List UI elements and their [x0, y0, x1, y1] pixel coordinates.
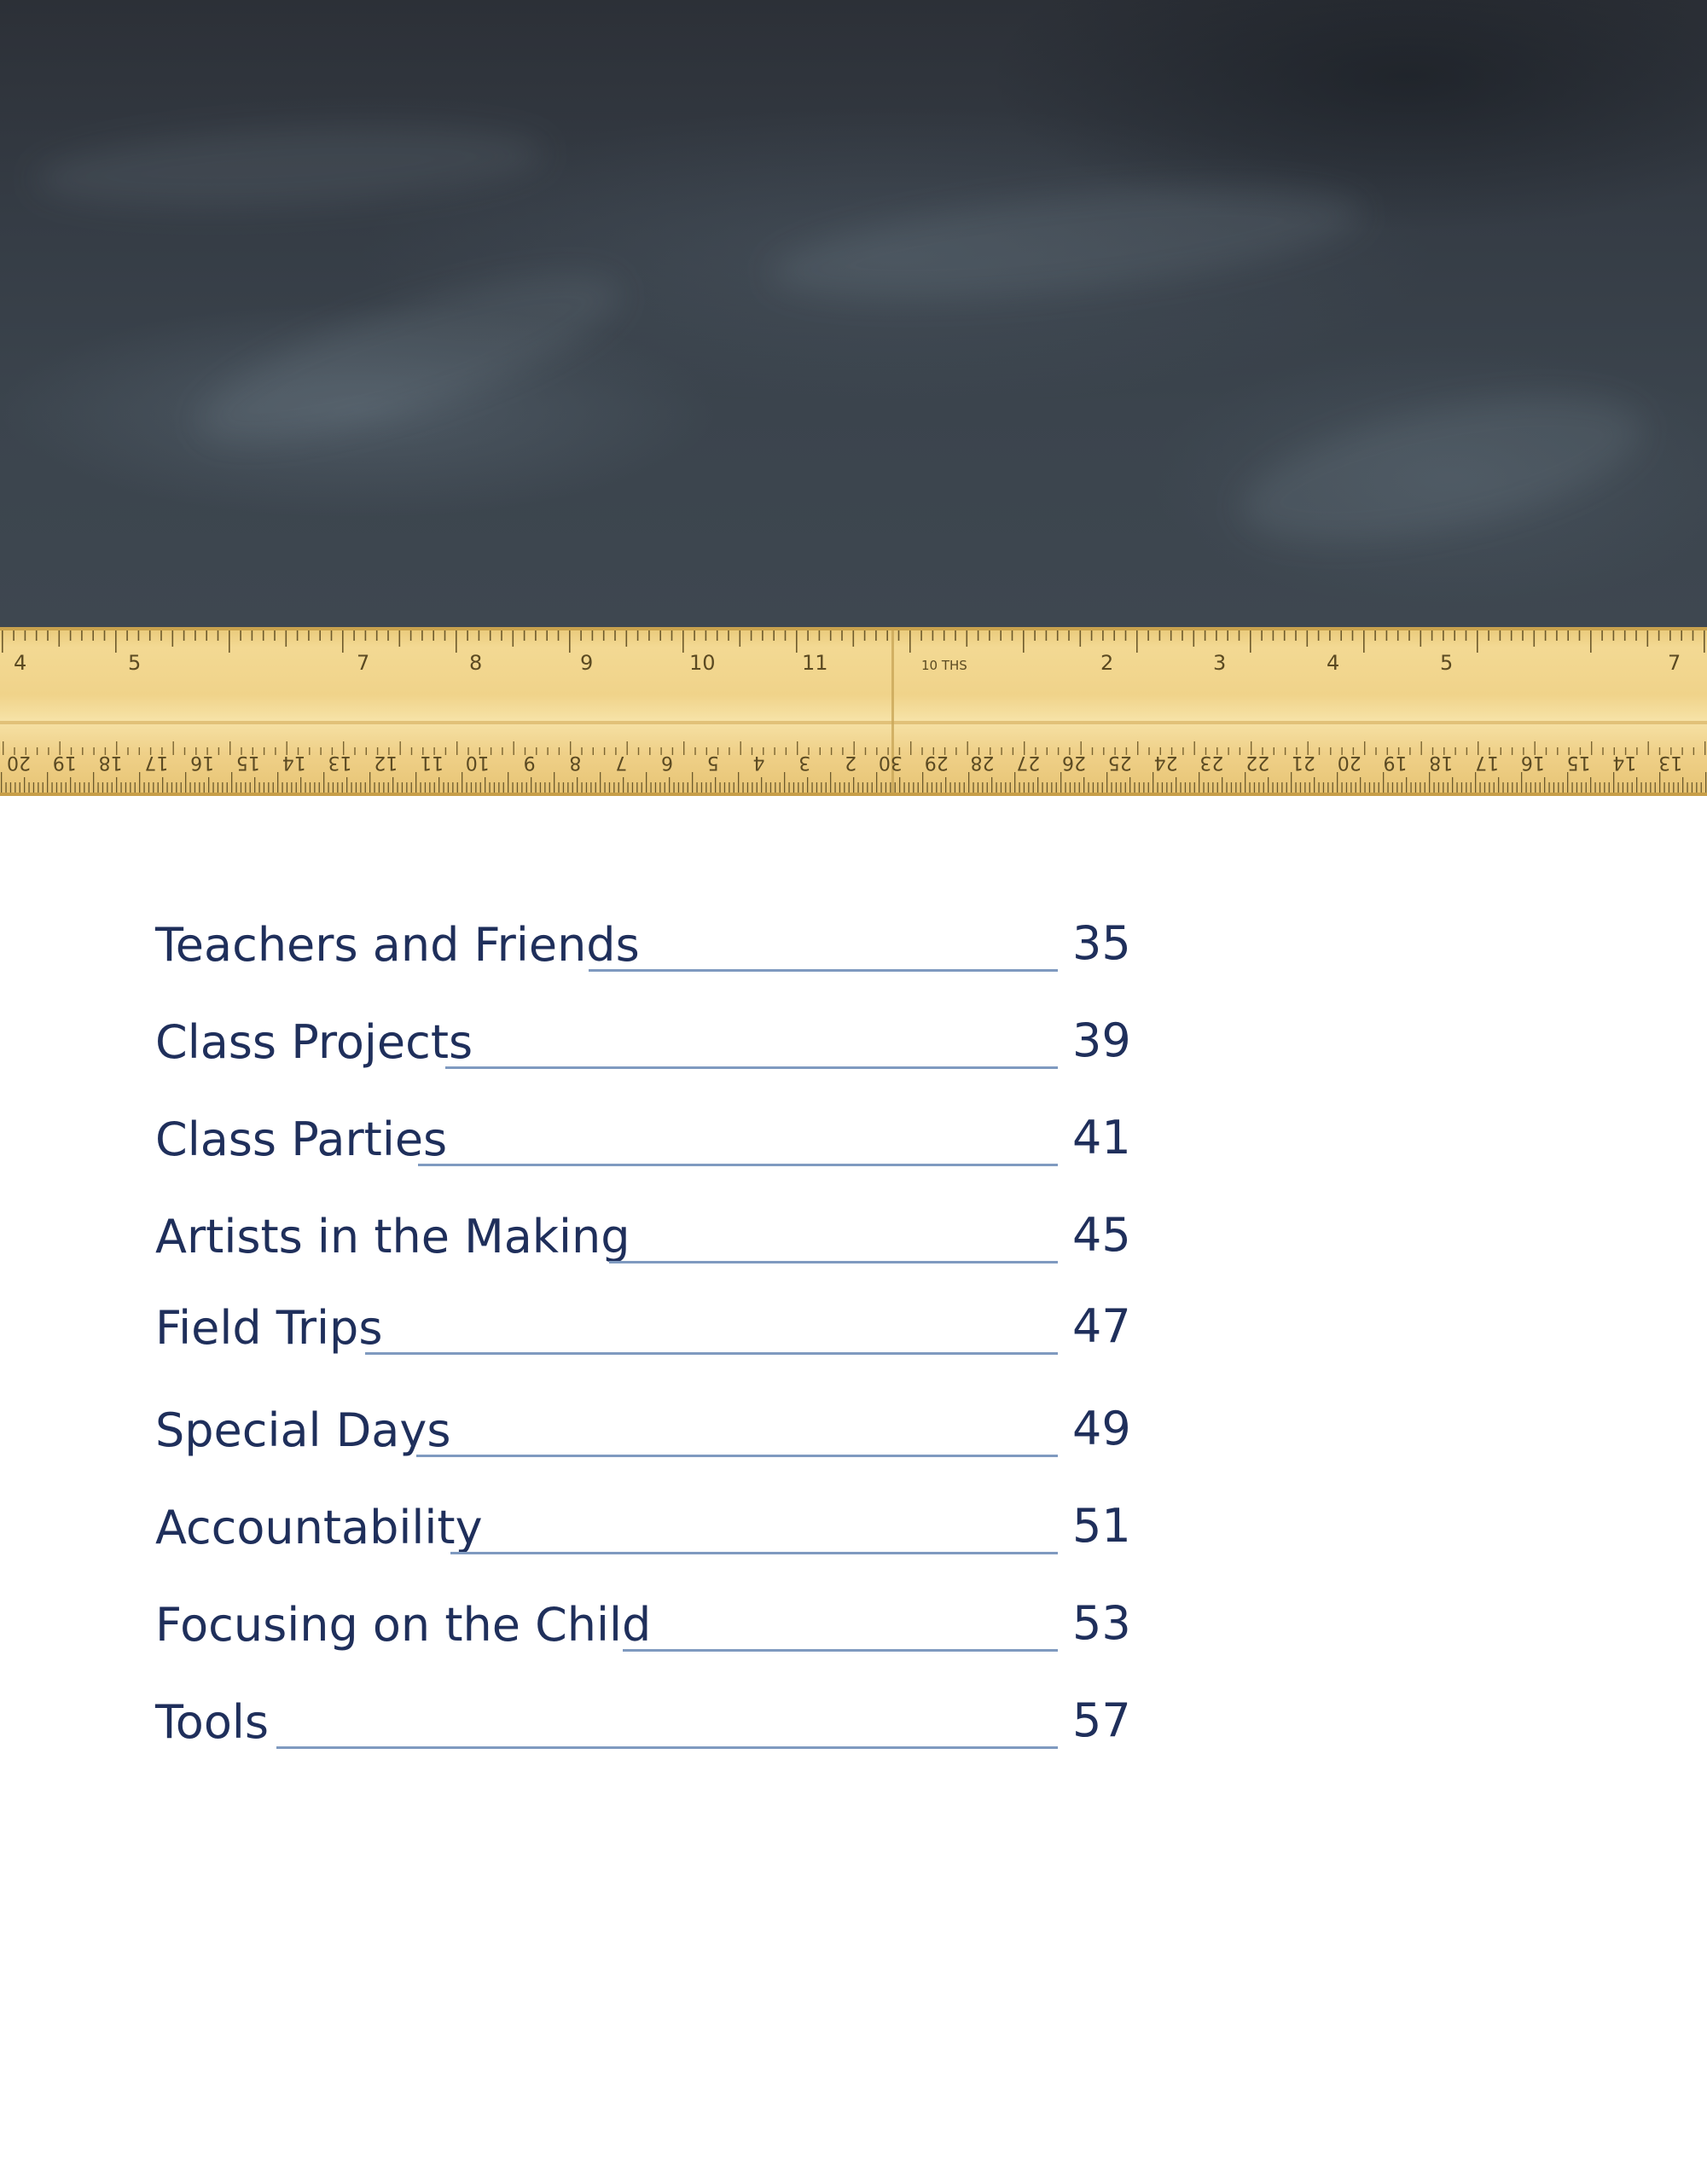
ruler-bottom-number: 14: [282, 752, 306, 773]
toc-entry: [155, 909, 1145, 985]
ruler-top-number: 5: [128, 651, 142, 675]
ruler-bottom-number: 18: [98, 752, 123, 773]
toc-leader-line: [450, 1552, 1058, 1554]
ruler-bottom-number: 28: [970, 752, 995, 773]
toc-entry-title: Artists in the Making: [155, 1210, 630, 1263]
ruler-bottom-number: 16: [190, 752, 215, 773]
ruler-bottom-number: 22: [1245, 752, 1270, 773]
ruler-bottom-number: 14: [1612, 752, 1637, 773]
ruler-bottom-number: 27: [1016, 752, 1041, 773]
ruler-top-number: 5: [1440, 651, 1454, 675]
ruler-bottom-number: 25: [1107, 752, 1132, 773]
toc-entry-page: 45: [1072, 1208, 1131, 1262]
ruler-bottom-number: 26: [1062, 752, 1086, 773]
toc-leader-line: [623, 1649, 1058, 1652]
ruler-bottom-number: 8: [569, 752, 582, 773]
toc-leader-line: [609, 1261, 1058, 1263]
ruler-bottom-number: 16: [1520, 752, 1545, 773]
toc-entry-title: Focusing on the Child: [155, 1598, 652, 1652]
ruler-bottom-number: 19: [1383, 752, 1408, 773]
toc-entry-page: 53: [1072, 1596, 1131, 1650]
ruler-bottom-number: 23: [1199, 752, 1224, 773]
ruler-bottom-number: 20: [7, 752, 31, 773]
toc-entry: [155, 1589, 1145, 1665]
ruler-top-number: 3: [1213, 651, 1227, 675]
ruler-top-number: 9: [580, 651, 594, 675]
toc-leader-line: [416, 1455, 1058, 1457]
ruler-bottom-number: 17: [144, 752, 169, 773]
ruler-bottom-number: 13: [328, 752, 352, 773]
ruler-top-number: 7: [357, 651, 370, 675]
toc-leader-line: [365, 1352, 1058, 1355]
toc-leader-line: [589, 969, 1058, 972]
toc-entry-page: 49: [1072, 1402, 1131, 1455]
toc-entry-title: Teachers and Friends: [155, 918, 640, 972]
ruler-top-number: 2: [1100, 651, 1114, 675]
ruler-top-number: 4: [14, 651, 27, 675]
ruler-bottom-number: 18: [1429, 752, 1454, 773]
toc-entry-title: Accountability: [155, 1501, 483, 1554]
ruler-bottom-number: 6: [661, 752, 673, 773]
ruler-top-number: 10 THS: [921, 658, 967, 673]
ruler-bottom-number: 7: [615, 752, 628, 773]
toc-leader-line: [276, 1746, 1058, 1749]
toc-entry-page: 35: [1072, 916, 1131, 970]
ruler-bottom-number: 29: [924, 752, 949, 773]
toc-entry-title: Class Projects: [155, 1015, 473, 1069]
toc-entry-title: Special Days: [155, 1403, 451, 1457]
ruler-bottom-number: 3: [798, 752, 811, 773]
ruler-bottom-number: 10: [465, 752, 490, 773]
ruler-bottom-number: 15: [1566, 752, 1591, 773]
toc-entry: [155, 1200, 1145, 1277]
toc-leader-line: [445, 1066, 1058, 1069]
toc-entry: [155, 1491, 1145, 1568]
toc-entry-page: 39: [1072, 1014, 1131, 1067]
toc-entry-title: Class Parties: [155, 1112, 448, 1166]
toc-leader-line: [418, 1164, 1058, 1166]
ruler-bottom-number: 24: [1153, 752, 1178, 773]
toc-entry-page: 57: [1072, 1693, 1131, 1747]
toc-entry: [155, 1394, 1145, 1471]
ruler-bottom-number: 11: [420, 752, 444, 773]
ruler-top-number: 11: [802, 651, 828, 675]
ruler-top-number: 7: [1668, 651, 1681, 675]
ruler-bottom-number: 20: [1337, 752, 1362, 773]
ruler-bottom-number: 4: [752, 752, 765, 773]
ruler-bottom-number: 21: [1291, 752, 1315, 773]
toc-entry: [155, 1292, 1145, 1368]
ruler-bottom-number: 12: [374, 752, 398, 773]
toc-entry: [155, 1686, 1145, 1763]
ruler-bottom-number: 9: [523, 752, 536, 773]
toc-entry-title: Field Trips: [155, 1301, 383, 1355]
ruler-top-number: 4: [1327, 651, 1340, 675]
ruler-bottom-number: 13: [1658, 752, 1683, 773]
ruler-bottom-number: 2: [845, 752, 857, 773]
ruler-bottom-number: 17: [1475, 752, 1500, 773]
toc-entry: [155, 1006, 1145, 1083]
ruler-bottom-number: 30: [878, 752, 903, 773]
ruler-bottom-number: 19: [52, 752, 77, 773]
ruler-top-number: 10: [689, 651, 716, 675]
toc-entry-page: 47: [1072, 1299, 1131, 1353]
toc-entry: [155, 1103, 1145, 1180]
toc-entry-page: 41: [1072, 1111, 1131, 1165]
ruler-top-number: 8: [469, 651, 483, 675]
toc-entry-page: 51: [1072, 1499, 1131, 1553]
toc-entry-title: Tools: [155, 1695, 270, 1749]
ruler-bottom-number: 15: [235, 752, 260, 773]
ruler-bottom-number: 5: [706, 752, 719, 773]
